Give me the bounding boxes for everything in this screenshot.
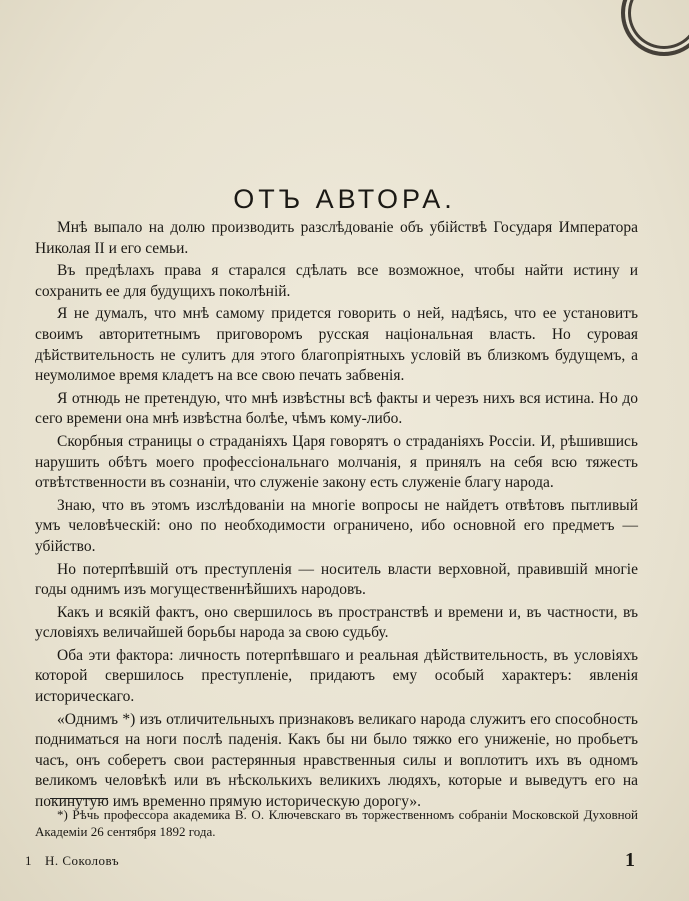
paragraph: Я не думалъ, что мнѣ самому придется говорить о ней, надѣясь, что ее установитъ своимъ авторитетнымъ приговоромъ русская нацiональная власть. Но суровая дѣйствительность не сулитъ для этого благопрiятныхъ условiй въ близкомъ будущемъ, а неумолимое время кладетъ на все свою печать забвенiя. — [35, 305, 638, 385]
paragraph: Какъ и всякiй фактъ, оно свершилось въ пространствѣ и времени и, въ частности, въ условiяхъ величайшей борьбы народа за свою судьбу. — [35, 603, 638, 642]
page-title: ОТЪ АВТОРА. — [233, 184, 456, 215]
main-text — [35, 218, 638, 815]
paragraph: Оба эти фактора: личность потерпѣвшаго и реальная дѣйствительность, въ условiяхъ которой свершилось преступленiе, придаютъ ему особый характеръ: явленiя историческаго. — [35, 646, 638, 706]
paragraph: Я отнюдь не претендую, что мнѣ извѣстны всѣ факты и черезъ нихъ вся истина. Но до сего времени она мнѣ извѣстна болѣе, чѣмъ кому-либо. — [35, 389, 638, 428]
footnote-text: *) Рѣчь профессора академика В. О. Ключевскаго въ торжественномъ собранiи Московской Духовной Академiи 26 сентября 1892 года. — [35, 807, 638, 839]
library-stamp — [621, 0, 689, 56]
footnote-divider — [50, 798, 108, 799]
signature-name: Н. Соколовъ — [45, 853, 120, 868]
footnote — [35, 806, 638, 840]
page-number: 1 — [625, 849, 635, 871]
paragraph: Скорбныя страницы о страданiяхъ Царя говорятъ о страданiяхъ Россiи. И, рѣшившись нарушить обѣтъ моего профессiональнаго молчанiя, я принялъ на себя всю тяжесть отвѣтственности въ сознанiи, что служенiе закону есть служенiе благу народа. — [35, 432, 638, 492]
paragraph: Знаю, что въ этомъ изслѣдованiи на многiе вопросы не найдетъ отвѣтовъ пытливый умъ человѣческiй: оно по необходимости ограничено, ибо основной его предметъ — убiйство. — [35, 496, 638, 555]
paragraph: Въ предѣлахъ права я старался сдѣлать все возможное, чтобы найти истину и сохранить ее для будущихъ поколѣнiй. — [35, 262, 638, 300]
signature-number: 1 — [25, 853, 32, 868]
paragraph: «Однимъ *) изъ отличительныхъ признаковъ великаго народа служитъ его способность подниматься на ноги послѣ паденiя. Какъ бы ни было тяжко его униженiе, но пробьетъ часъ, онъ соберетъ свои растерянныя нравственныя силы и воплотитъ ихъ въ одномъ великомъ человѣкѣ или въ нѣсколькихъ великихъ людяхъ, которые и выведутъ его на покинутую имъ временно прямую историческую дорогу». — [35, 710, 638, 811]
paragraph: Мнѣ выпало на долю производить разслѣдованiе объ убiйствѣ Государя Императора Николая II и его семьи. — [35, 219, 638, 257]
paragraph: Но потерпѣвшiй отъ преступленiя — носитель власти верховной, правившiй многiе годы однимъ изъ могущественнѣйшихъ народовъ. — [35, 560, 638, 599]
